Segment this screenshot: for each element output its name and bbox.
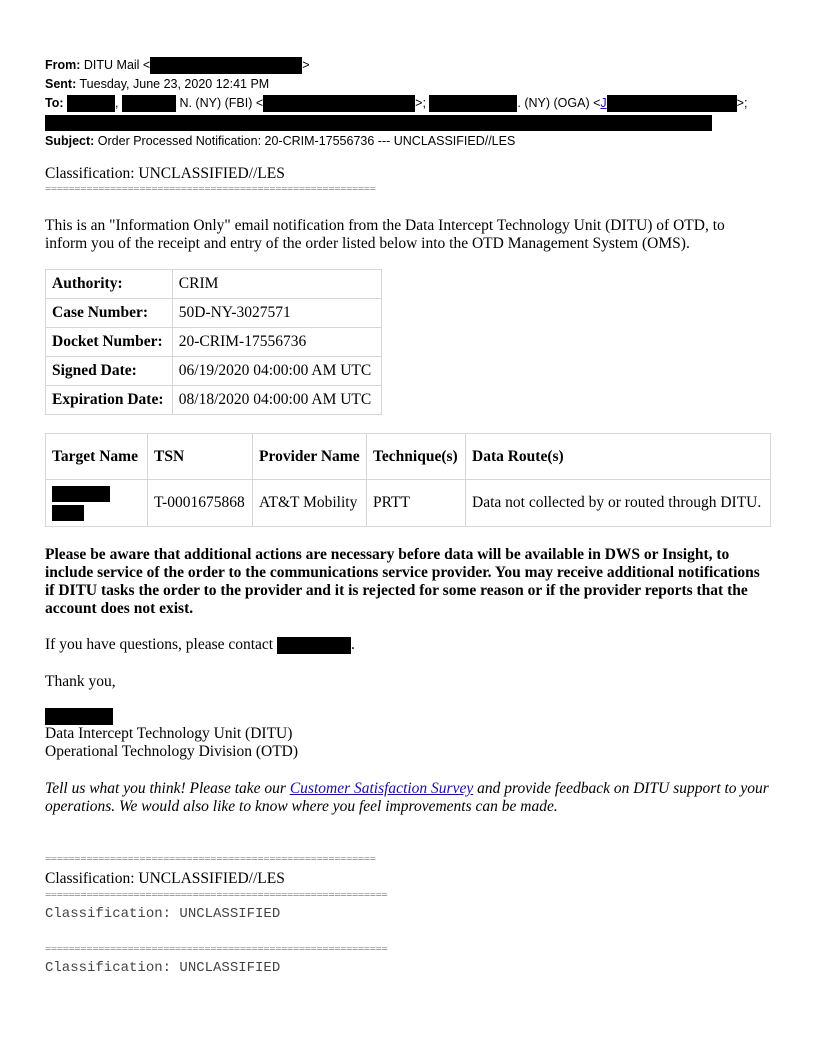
- order-details-body: [46, 270, 382, 415]
- detail-value: 08/18/2020 04:00:00 AM UTC: [172, 386, 381, 415]
- redaction-box: [277, 637, 351, 654]
- detail-label: Docket Number:: [46, 328, 173, 357]
- detail-label: Signed Date:: [46, 357, 173, 386]
- from-line: From: DITU Mail < >: [45, 56, 785, 75]
- detail-row: [46, 299, 382, 328]
- col-target-name: Target Name: [46, 434, 148, 480]
- redaction-box: [45, 708, 113, 725]
- thanks-line: Thank you,: [45, 673, 116, 690]
- detail-value: CRIM: [172, 270, 381, 299]
- to-line-continued: [45, 113, 785, 132]
- subject-line: Subject: Order Processed Notification: 20-CRIM-17556736 --- UNCLASSIFIED//LES: [45, 134, 516, 148]
- detail-row: [46, 386, 382, 415]
- detail-value: 06/19/2020 04:00:00 AM UTC: [172, 357, 381, 386]
- sent-value: Tuesday, June 23, 2020 12:41 PM: [79, 77, 270, 91]
- survey-link[interactable]: Customer Satisfaction Survey: [289, 780, 474, 797]
- cell-route: Data not collected by or routed through DITU.: [466, 480, 771, 527]
- targets-table: [45, 433, 771, 527]
- email-header: [45, 56, 785, 151]
- detail-label: Expiration Date:: [46, 386, 173, 415]
- col-provider-name: Provider Name: [253, 434, 367, 480]
- col-tsn: TSN: [148, 434, 253, 480]
- sent-line: Sent: Tuesday, June 23, 2020 12:41 PM: [45, 77, 270, 91]
- detail-label: Case Number:: [46, 299, 173, 328]
- classification-top: Classification: UNCLASSIFIED//LES: [45, 165, 285, 182]
- cell-provider: AT&T Mobility: [253, 480, 367, 527]
- recipient-email-link[interactable]: J: [600, 96, 607, 110]
- detail-row: [46, 328, 382, 357]
- classification-bottom: Classification: UNCLASSIFIED//LES: [45, 870, 285, 887]
- to-line: To: , N. (NY) (FBI) < >; . (NY) (OGA) <J >;: [45, 94, 785, 113]
- survey-paragraph: Tell us what you think! Please take our Customer Satisfaction Survey and provide feedback on DITU support to your operations. We would also like to know where you feel improvements can be made.: [45, 780, 769, 815]
- redaction-box: [67, 95, 115, 112]
- cell-target-name: [46, 480, 148, 527]
- from-value: DITU Mail <: [83, 58, 151, 72]
- signature-line-1: Data Intercept Technology Unit (DITU): [45, 725, 293, 742]
- divider-top: ========================================================: [45, 183, 376, 195]
- redaction-box: [52, 486, 110, 502]
- divider-bottom-3: ==========================================================: [45, 943, 388, 955]
- cell-technique: PRTT: [367, 480, 466, 527]
- targets-header-row: [46, 434, 771, 480]
- signature-line-2: Operational Technology Division (OTD): [45, 743, 299, 760]
- detail-label: Authority:: [46, 270, 173, 299]
- detail-value: 20-CRIM-17556736: [172, 328, 381, 357]
- signature-block: [45, 707, 298, 761]
- redaction-box: [607, 95, 737, 112]
- order-details-table: [45, 269, 382, 415]
- col-techniques: Technique(s): [367, 434, 466, 480]
- cell-tsn: T-0001675868: [148, 480, 253, 527]
- redaction-box: [122, 95, 176, 112]
- classification-mono-1: Classification: UNCLASSIFIED: [45, 906, 281, 922]
- classification-mono-2: Classification: UNCLASSIFIED: [45, 960, 281, 976]
- intro-paragraph: This is an "Information Only" email notification from the Data Intercept Technology Unit (DITU) of OTD, to inform you of the receipt and entry of the order listed below into the OTD Management System (OMS).: [45, 217, 725, 252]
- redaction-box: [52, 505, 84, 521]
- redaction-box: [150, 57, 302, 74]
- subject-value: Order Processed Notification: 20-CRIM-17556736 --- UNCLASSIFIED//LES: [97, 134, 516, 148]
- detail-row: [46, 270, 382, 299]
- notice-paragraph: Please be aware that additional actions are necessary before data will be available in DWS or Insight, to include service of the order to the communications service provider. You may receive additional notifications if DITU tasks the order to the provider and it is rejected for some reason or if the provider reports that the account does not exist.: [45, 546, 760, 617]
- divider-bottom-2: ==========================================================: [45, 889, 388, 901]
- detail-value: 50D-NY-3027571: [172, 299, 381, 328]
- divider-bottom: ========================================================: [45, 853, 376, 865]
- redaction-box: [263, 95, 415, 112]
- questions-line: If you have questions, please contact .: [45, 636, 355, 653]
- table-row: [46, 480, 771, 527]
- col-data-routes: Data Route(s): [466, 434, 771, 480]
- redaction-box: [429, 95, 517, 112]
- detail-row: [46, 357, 382, 386]
- redaction-box: [45, 115, 712, 131]
